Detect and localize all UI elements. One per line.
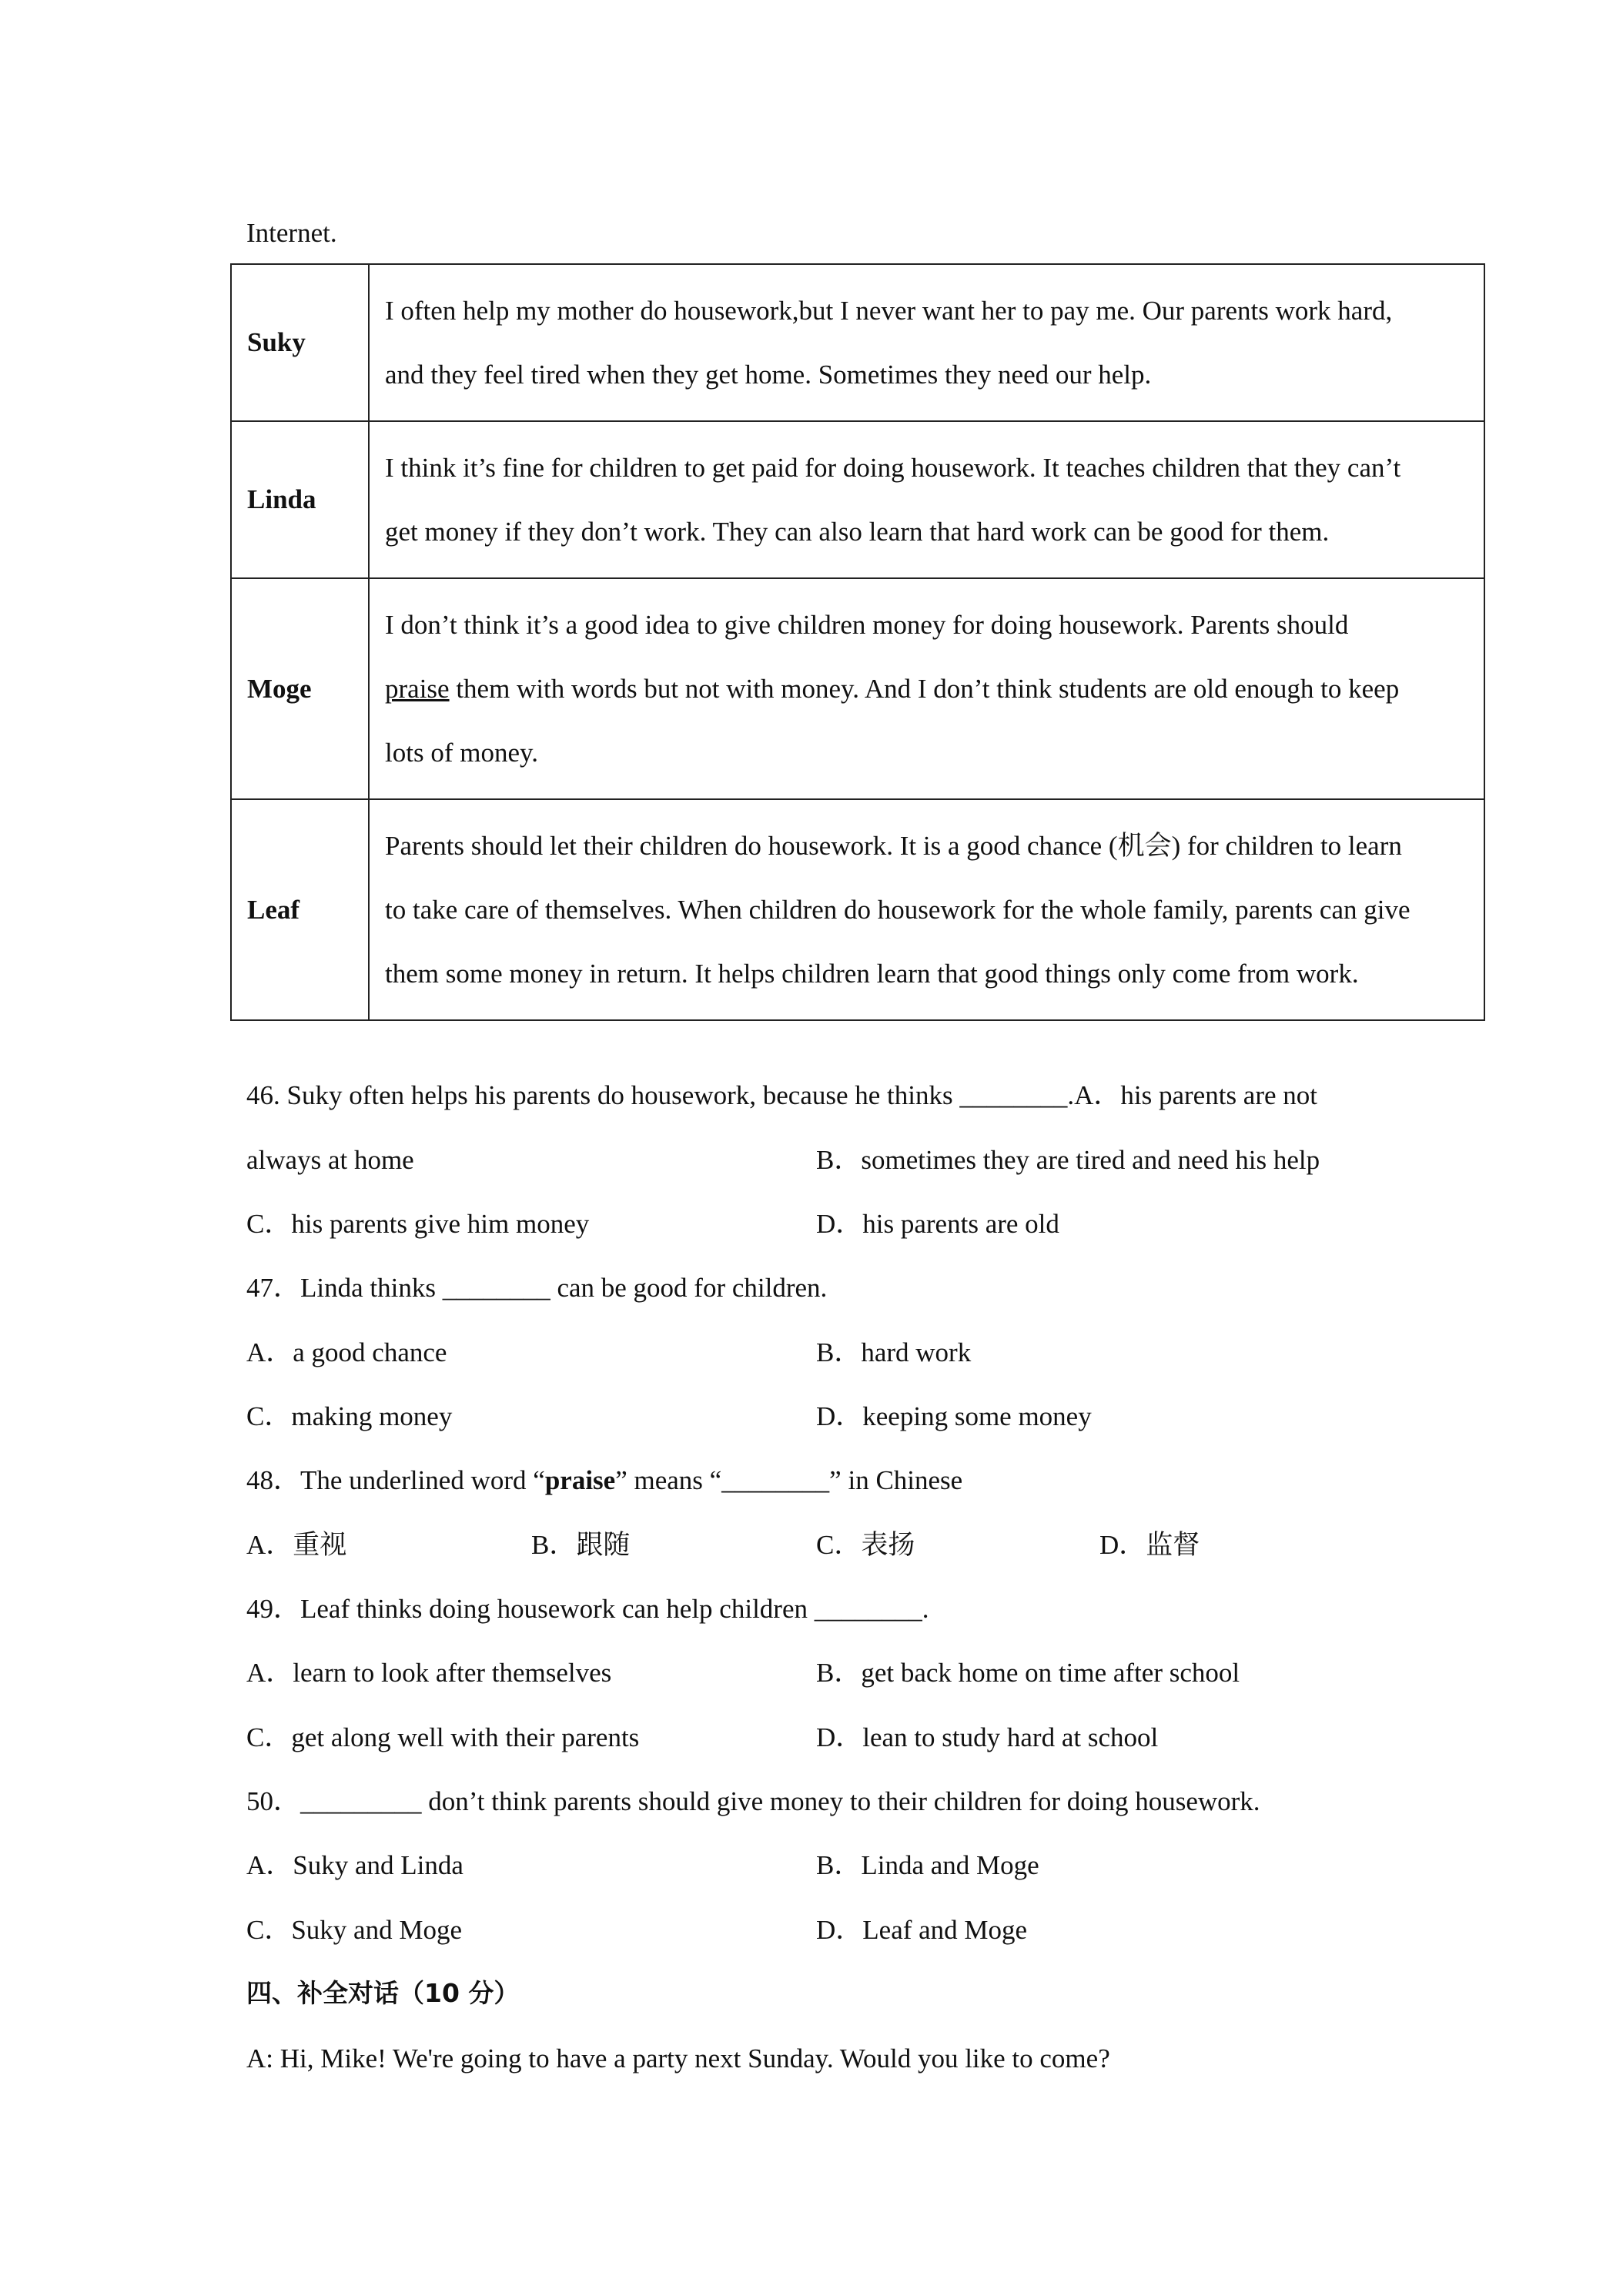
q48-option-a: A．重视: [246, 1530, 347, 1560]
q49-option-a: A．learn to look after themselves: [246, 1658, 612, 1688]
row-opinion: [369, 421, 1484, 578]
q46-row2: [246, 1146, 414, 1173]
opinions-table: [230, 263, 1485, 1021]
q50-stem: 50．_________ don’t think parents should give money to their children for doing housework.: [246, 1786, 1260, 1816]
q48-stem-word: praise: [544, 1465, 616, 1495]
dialogue-line: A: Hi, Mike! We're going to have a party next Sunday. Would you like to come?: [246, 2043, 1110, 2073]
row-opinion: [369, 578, 1484, 799]
opinion-line: [385, 657, 1464, 721]
q46-option-b: B．sometimes they are tired and need his help: [816, 1145, 1320, 1175]
q47-option-c: C．making money: [246, 1401, 453, 1431]
q47-option-a: A．a good chance: [246, 1337, 447, 1367]
row-opinion: [369, 799, 1484, 1020]
row-name: Linda: [231, 421, 369, 578]
section4-heading: 四、补全对话（10 分）: [246, 1978, 520, 2008]
q50-option-a: A．Suky and Linda: [246, 1850, 463, 1880]
q48-stem-pre: 48．The underlined word “: [246, 1465, 545, 1495]
q50-option-b: B．Linda and Moge: [816, 1850, 1039, 1880]
q49-option-d: D．lean to study hard at school: [816, 1722, 1159, 1752]
q47-stem: 47．Linda thinks ________ can be good for children.: [246, 1273, 828, 1303]
q48-option-c: C．表扬: [816, 1530, 915, 1560]
table-row: [231, 421, 1484, 578]
table-row: [231, 264, 1484, 421]
row-name: Leaf: [231, 799, 369, 1020]
q47-option-d: D．keeping some money: [816, 1401, 1092, 1431]
underlined-word: praise: [385, 674, 450, 704]
opinion-line: and they feel tired when they get home. Sometimes they need our help.: [385, 360, 1152, 390]
table-row: [231, 578, 1484, 799]
q48-option-d: D．监督: [1099, 1530, 1200, 1560]
opinion-line: to take care of themselves. When children do housework for the whole family, parents can give: [385, 895, 1411, 925]
q48-stem: [246, 1467, 962, 1494]
opinion-line: Parents should let their children do housework. It is a good chance (机会) for children to learn: [385, 831, 1402, 861]
opinion-line: get money if they don’t work. They can also learn that hard work can be good for them.: [385, 517, 1330, 547]
q50-option-d: D．Leaf and Moge: [816, 1915, 1028, 1945]
q48-option-b: B．跟随: [531, 1530, 631, 1560]
opinion-line-rest: them with words but not with money. And I don’t think students are old enough to keep: [449, 674, 1400, 704]
opinion-line: I often help my mother do housework,but I never want her to pay me. Our parents work hard,: [385, 296, 1393, 326]
table-row: [231, 799, 1484, 1020]
q50-option-c: C．Suky and Moge: [246, 1915, 463, 1945]
q46-option-a-cont: always at home: [246, 1145, 414, 1175]
q46-stem: 46. Suky often helps his parents do housework, because he thinks ________.A．his parents are not: [246, 1080, 1318, 1110]
row-name: Moge: [231, 578, 369, 799]
intro-tail-text: Internet.: [246, 218, 337, 248]
opinion-line: them some money in return. It helps children learn that good things only come from work.: [385, 959, 1359, 989]
q49-stem: 49．Leaf thinks doing housework can help children ________.: [246, 1594, 929, 1624]
q46-option-c: C．his parents give him money: [246, 1209, 590, 1239]
q47-option-b: B．hard work: [816, 1337, 972, 1367]
opinion-line: I don’t think it’s a good idea to give children money for doing housework. Parents should: [385, 610, 1349, 640]
q49-option-c: C．get along well with their parents: [246, 1722, 640, 1752]
q49-option-b: B．get back home on time after school: [816, 1658, 1240, 1688]
q46-option-d: D．his parents are old: [816, 1209, 1059, 1239]
opinion-line: I think it’s fine for children to get paid for doing housework. It teaches children that they can’t: [385, 453, 1401, 483]
q48-stem-post: ” means “________” in Chinese: [615, 1465, 963, 1495]
opinion-line: lots of money.: [385, 738, 538, 768]
row-opinion: [369, 264, 1484, 421]
row-name: Suky: [231, 264, 369, 421]
